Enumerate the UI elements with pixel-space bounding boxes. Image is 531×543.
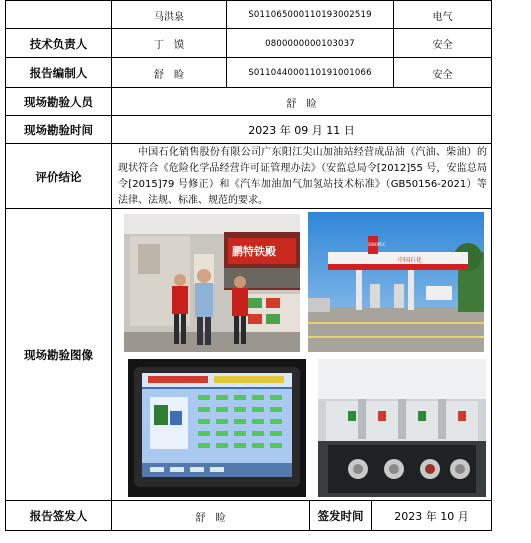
staff-cert-number: S011065000110193002519: [226, 1, 393, 29]
canopy-text: 中国石化: [398, 257, 423, 264]
report-issuer-label: 报告签发人: [29, 509, 88, 523]
survey-table: [5, 0, 492, 531]
report-author-label: 报告编制人: [29, 66, 88, 80]
survey-staff-value: 舒 睑: [111, 88, 491, 116]
survey-time-label: 现场勘验时间: [24, 123, 93, 137]
staff-name: 马洪泉: [111, 1, 226, 29]
report-issuer-name: 舒 睑: [111, 501, 309, 531]
issue-date-value: 2023 年 10 月: [371, 501, 491, 531]
issue-date-label: 签发时间: [309, 501, 371, 531]
survey-staff-label: 现场勘验人员: [24, 95, 93, 109]
report-author-cert: S011044000110191001066: [226, 58, 393, 88]
photo-station-forecourt: [308, 212, 484, 352]
photo-staff-at-station: [124, 214, 300, 352]
row-technical-lead: [6, 28, 491, 58]
conclusion-label: 评价结论: [35, 169, 82, 184]
photo-tank-well: [318, 359, 486, 497]
row-report-author: [6, 57, 491, 88]
technical-lead-label: 技术负责人: [29, 36, 88, 51]
staff-specialty: 电气: [393, 1, 491, 29]
photo-monitoring-screen: [128, 359, 306, 497]
row-survey-staff: [6, 87, 491, 116]
survey-time-value: 2023 年 09 月 11 日: [111, 116, 491, 144]
row-survey-images: [6, 208, 491, 501]
empty-label-cell: [6, 1, 111, 29]
row-survey-time: [6, 115, 491, 144]
conclusion-text: 中国石化销售股份有限公司广东阳江尖山加油站经营成品油（汽油、柴油）的现状符合《危险化学品经营许可证管理办法》（安监总局令[2012]55 号，安监总局令[2015]79 号修正）和《汽车加油加气加氢站技术标准》（GB50156-2021）等法律、法规、标准、规范的要求。: [111, 144, 491, 209]
technical-lead-name: 丁 馍: [111, 29, 226, 58]
shop-sign-text: 鹏特铁殿: [232, 245, 276, 258]
row-staff-1: [6, 0, 491, 29]
sinopec-logo-text: SINOPEC: [368, 242, 386, 247]
technical-lead-specialty: 安全: [393, 29, 491, 58]
report-author-name: 舒 睑: [111, 58, 226, 88]
row-conclusion: [6, 143, 491, 209]
report-author-specialty: 安全: [393, 58, 491, 88]
row-report-issuer: [6, 500, 491, 531]
technical-lead-cert: 0800000000103037: [226, 29, 393, 58]
survey-images-label: 现场勘验图像: [24, 348, 93, 362]
